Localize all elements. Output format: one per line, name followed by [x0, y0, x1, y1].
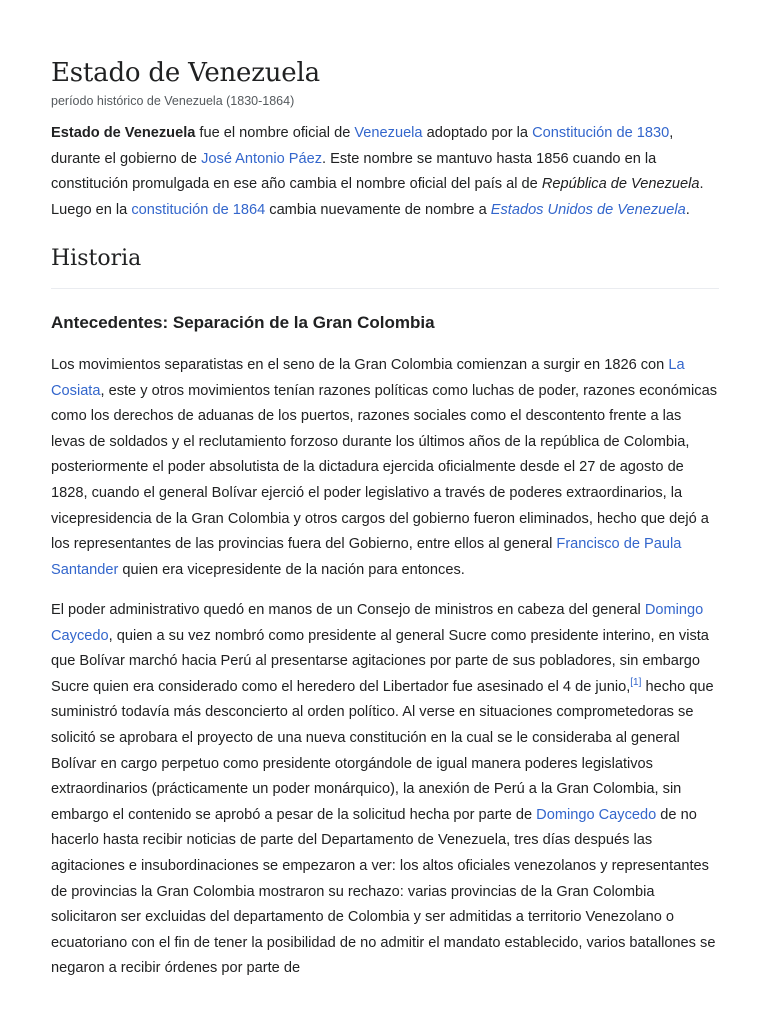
intro-text: fue el nombre oficial de: [195, 125, 355, 141]
paragraph-text: hecho que suministró todavía más desconcierto al orden político. Al verse en situaciones comprometedoras se solicitó se aprobara el proyecto de una nueva constitución en la cual se le consideraba al general Bolívar en cargo perpetuo como presidente otorgándole de igual manera poderes legislativos extraordinarios (prácticamente un poder monárquico), la anexión de Perú a la Gran Colombia, sin embargo el contenido se aprobó a pesar de la solicitud hecha por parte de: [51, 678, 714, 823]
link-constitucion-1830[interactable]: Constitución de 1830: [532, 125, 670, 141]
section-heading-historia: Historia: [51, 246, 142, 271]
paragraph-text: El poder administrativo quedó en manos de un Consejo de ministros en cabeza del general: [51, 602, 645, 618]
intro-text: cambia nuevamente de nombre a: [265, 201, 491, 218]
paragraph-text: quien era vicepresidente de la nación para entonces.: [118, 561, 465, 578]
history-paragraph-2: [51, 598, 719, 982]
paragraph-text: Los movimientos separatistas en el seno de la Gran Colombia comienzan a surgir en 1826 con: [51, 357, 669, 373]
page-title: Estado de Venezuela: [51, 58, 320, 88]
paragraph-text: de no hacerlo hasta recibir noticias de parte del Departamento de Venezuela, tres días después las agitaciones e insubordinaciones se empezaron a ver: los altos oficiales venezolanos y representantes de provincias la Gran Colombia mostraron su rechazo: varias provincias de la Gran Colombia solicitaron ser excluidas del departamento de Colombia y ser admitidas a territorio Venezolano o ecuatoriano con el fin de tener la posibilidad de no admitir el mandato establecido, varios batallones se negaron a recibir órdenes por parte de: [51, 806, 716, 977]
link-venezuela[interactable]: Venezuela: [354, 125, 423, 141]
page-subtitle: período histórico de Venezuela (1830-1864): [51, 94, 295, 108]
intro-text: , durante el gobierno de: [51, 125, 674, 167]
italic-republica-de-venezuela: República de Venezuela: [541, 176, 700, 193]
paragraph-text: , quien a su vez nombró como presidente al general Sucre como presidente interino, en vista que Bolívar marchó hacia Perú al presentarse agitaciones por parte de sus pobladores, sin embargo Sucre quien era considerado como el heredero del Libertador fue asesinado el 4 de junio,: [51, 627, 709, 695]
intro-text: .: [685, 201, 690, 218]
bold-term: Estado de Venezuela: [51, 125, 196, 141]
link-domingo-caycedo-2[interactable]: Domingo Caycedo: [536, 806, 657, 823]
link-la-cosiata[interactable]: La Cosiata: [51, 357, 685, 399]
link-estados-unidos-label: Estados Unidos de Venezuela: [490, 201, 686, 218]
section-divider: [51, 288, 719, 289]
link-jose-antonio-paez[interactable]: José Antonio Páez: [201, 150, 322, 167]
link-estados-unidos-de-venezuela[interactable]: [491, 202, 686, 218]
intro-text: . Este nombre se mantuvo hasta 1856 cuando en la constitución promulgada en ese año cambia el nombre oficial del país al de: [51, 150, 657, 193]
link-constitucion-1864[interactable]: constitución de 1864: [131, 201, 266, 218]
subsection-heading: Antecedentes: Separación de la Gran Colombia: [51, 313, 435, 332]
intro-text: . Luego en la: [51, 176, 704, 218]
reference-marker: [630, 677, 641, 688]
link-francisco-de-paula-santander[interactable]: Francisco de Paula Santander: [51, 536, 682, 578]
history-paragraph-1: [51, 353, 719, 583]
intro-text: adoptado por la: [422, 125, 533, 141]
link-domingo-caycedo[interactable]: Domingo Caycedo: [51, 602, 704, 644]
intro-paragraph: [51, 121, 719, 223]
reference-link-1[interactable]: [1]: [630, 676, 642, 688]
paragraph-text: , este y otros movimientos tenían razones políticas como luchas de poder, razones económicas como los derechos de aduanas de los puertos, razones sociales como el descontento frente a las levas de soldados y el reclutamiento forzoso durante los últimos años de la república de Colombia, posteriormente el poder absolutista de la dictadura ejercida oficialmente desde el 27 de agosto de 1828, cuando el general Bolívar ejerció el poder legislativo a través de poderes extraordinarios, la vicepresidencia de la Gran Colombia y otros cargos del gobierno fueron eliminados, hecho que dejó a los representantes de las provincias fuera del Gobierno, entre ellos al general: [51, 382, 717, 553]
